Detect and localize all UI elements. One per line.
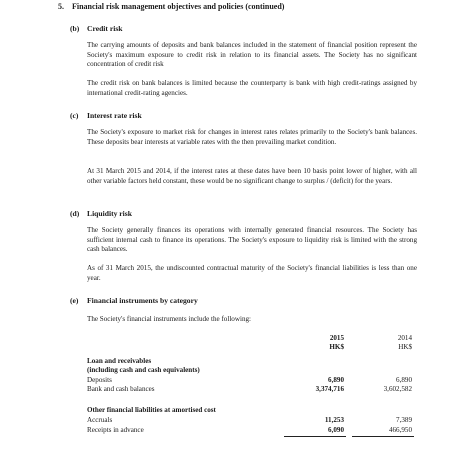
accruals-2015: 11,253 bbox=[324, 416, 344, 424]
financial-instruments-heading: Financial instruments by category bbox=[87, 296, 198, 305]
interest-rate-risk-para-1: The Society's exposure to market risk for changes in interest rates relates primarily to the Society's bank balances. These deposits bear interests at variable rates with the then prevailing market condition. bbox=[87, 128, 417, 146]
deposits-label: Deposits bbox=[87, 376, 112, 384]
liquidity-risk-label: (d) bbox=[70, 209, 80, 218]
bank-balances-label: Bank and cash balances bbox=[87, 385, 155, 393]
section-title: Financial risk management objectives and policies (continued) bbox=[72, 2, 285, 11]
loan-receivables-title: Loan and receivables bbox=[87, 357, 152, 365]
interest-rate-risk-heading: Interest rate risk bbox=[87, 111, 142, 120]
col-2015-year: 2015 bbox=[329, 334, 344, 342]
deposits-2015: 6,890 bbox=[328, 376, 344, 384]
deposits-2014: 6,890 bbox=[396, 376, 412, 384]
col-2015-unit: HK$ bbox=[329, 343, 344, 351]
credit-risk-label: (b) bbox=[70, 24, 80, 33]
interest-rate-risk-para-2: At 31 March 2015 and 2014, if the interest rates at these dates have been 10 basis point lower of higher, with all other variable factors held constant, these would be no significant change to surplus / (deficit) for the years. bbox=[87, 167, 417, 185]
loan-receivables-subtitle: (including cash and cash equivalents) bbox=[87, 366, 200, 374]
section-number: 5. bbox=[58, 2, 64, 11]
total-rule-2015 bbox=[284, 436, 346, 437]
liquidity-risk-para-1: The Society generally finances its operations with internally generated financial resources. The Society has sufficient internal cash to finance its operations. The Society's exposure to liquidity risk is limited with the strong cash balances. bbox=[87, 226, 417, 254]
financial-instruments-intro: The Society's financial instruments include the following: bbox=[87, 315, 252, 323]
col-2014-year: 2014 bbox=[397, 334, 412, 342]
bank-balances-2015: 3,374,716 bbox=[315, 385, 344, 393]
bank-balances-2014: 3,602,582 bbox=[383, 385, 412, 393]
total-rule-2014 bbox=[352, 436, 414, 437]
credit-risk-para-2: The credit risk on bank balances is limited because the counterparty is bank with high credit-ratings assigned by international credit-rating agencies. bbox=[87, 79, 417, 97]
accruals-label: Accruals bbox=[87, 416, 113, 424]
other-liabilities-title: Other financial liabilities at amortised cost bbox=[87, 406, 216, 414]
liquidity-risk-heading: Liquidity risk bbox=[87, 209, 132, 218]
col-2014-unit: HK$ bbox=[398, 343, 412, 351]
liquidity-risk-para-2: As of 31 March 2015, the undiscounted contractual maturity of the Society's financial liabilities is less than one year. bbox=[87, 264, 417, 282]
accruals-2014: 7,389 bbox=[396, 416, 412, 424]
financial-instruments-label: (e) bbox=[70, 296, 79, 305]
credit-risk-heading: Credit risk bbox=[87, 24, 123, 33]
receipts-advance-2015: 6,090 bbox=[328, 426, 344, 434]
interest-rate-risk-label: (c) bbox=[70, 111, 79, 120]
credit-risk-para-1: The carrying amounts of deposits and bank balances included in the statement of financial position represent the Society's maximum exposure to credit risk in relation to its financial assets. The Society has no significant concentration of credit risk bbox=[87, 41, 417, 69]
receipts-advance-2014: 466,950 bbox=[388, 426, 412, 434]
receipts-advance-label: Receipts in advance bbox=[87, 426, 144, 434]
